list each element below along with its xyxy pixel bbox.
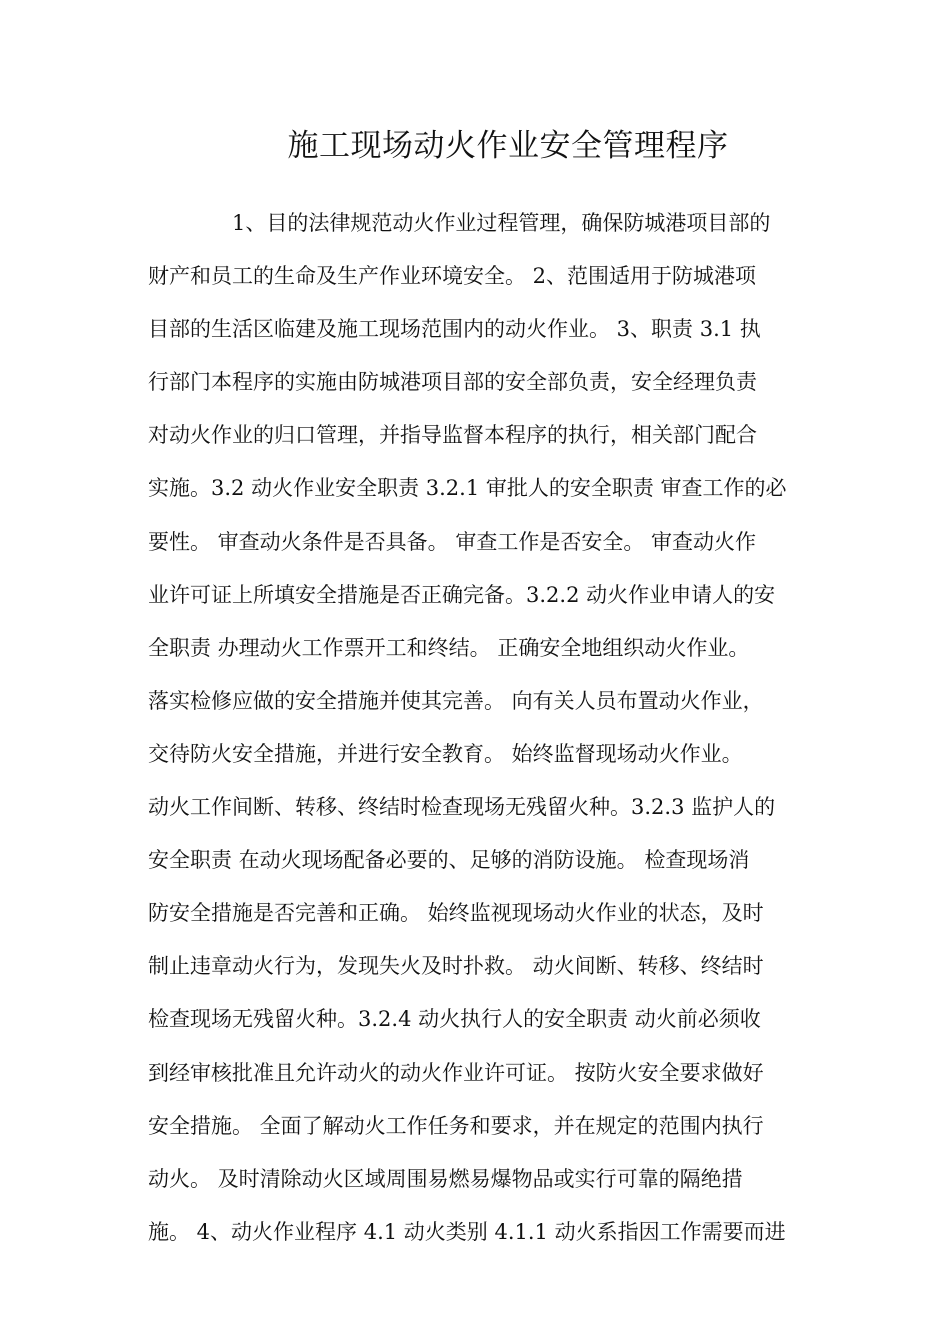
paragraph-line: 实施。3.2 动火作业安全职责 3.2.1 审批人的安全职责 审查工作的必 <box>148 476 787 501</box>
paragraph-line: 对动火作业的归口管理，并指导监督本程序的执行，相关部门配合 <box>148 423 757 448</box>
paragraph-line: 落实检修应做的安全措施并使其完善。 向有关人员布置动火作业， <box>148 688 764 713</box>
paragraph-line: 业许可证上所填安全措施是否正确完备。3.2.2 动火作业申请人的安 <box>148 582 776 607</box>
paragraph-line: 制止违章动火行为，发现失火及时扑救。 动火间断、转移、终结时 <box>148 954 764 979</box>
paragraph-line: 安全措施。 全面了解动火工作任务和要求，并在规定的范围内执行 <box>148 1113 764 1138</box>
paragraph-line: 检查现场无残留火种。3.2.4 动火执行人的安全职责 动火前必须收 <box>148 1007 761 1032</box>
paragraph-line: 安全职责 在动火现场配备必要的、足够的消防设施。 检查现场消 <box>148 848 750 873</box>
paragraph-line: 目部的生活区临建及施工现场范围内的动火作业。 3、职责 3.1 执 <box>148 317 761 342</box>
paragraph-line: 要性。 审查动火条件是否具备。 审查工作是否安全。 审查动火作 <box>148 529 757 554</box>
paragraph-line: 到经审核批准且允许动火的动火作业许可证。 按防火安全要求做好 <box>148 1060 764 1085</box>
paragraph-line: 全职责 办理动火工作票开工和终结。 正确安全地组织动火作业。 <box>148 635 750 660</box>
paragraph-line: 动火工作间断、转移、终结时检查现场无残留火种。3.2.3 监护人的 <box>148 795 776 820</box>
paragraph-line: 财产和员工的生命及生产作业环境安全。 2、范围适用于防城港项 <box>148 264 757 289</box>
paragraph-line: 行部门本程序的实施由防城港项目部的安全部负责，安全经理负责 <box>148 370 757 395</box>
paragraph-line: 防安全措施是否完善和正确。 始终监视现场动火作业的状态，及时 <box>148 901 764 926</box>
paragraph-line: 施。 4、动火作业程序 4.1 动火类别 4.1.1 动火系指因工作需要而进 <box>148 1219 786 1244</box>
document-body <box>148 197 808 1259</box>
paragraph-line: 1、目的法律规范动火作业过程管理，确保防城港项目部的 <box>232 211 771 235</box>
paragraph-line: 交待防火安全措施，并进行安全教育。 始终监督现场动火作业。 <box>148 741 743 766</box>
document-title: 施工现场动火作业安全管理程序 <box>287 128 729 164</box>
paragraph-line: 动火。 及时清除动火区域周围易燃易爆物品或实行可靠的隔绝措 <box>148 1166 743 1191</box>
